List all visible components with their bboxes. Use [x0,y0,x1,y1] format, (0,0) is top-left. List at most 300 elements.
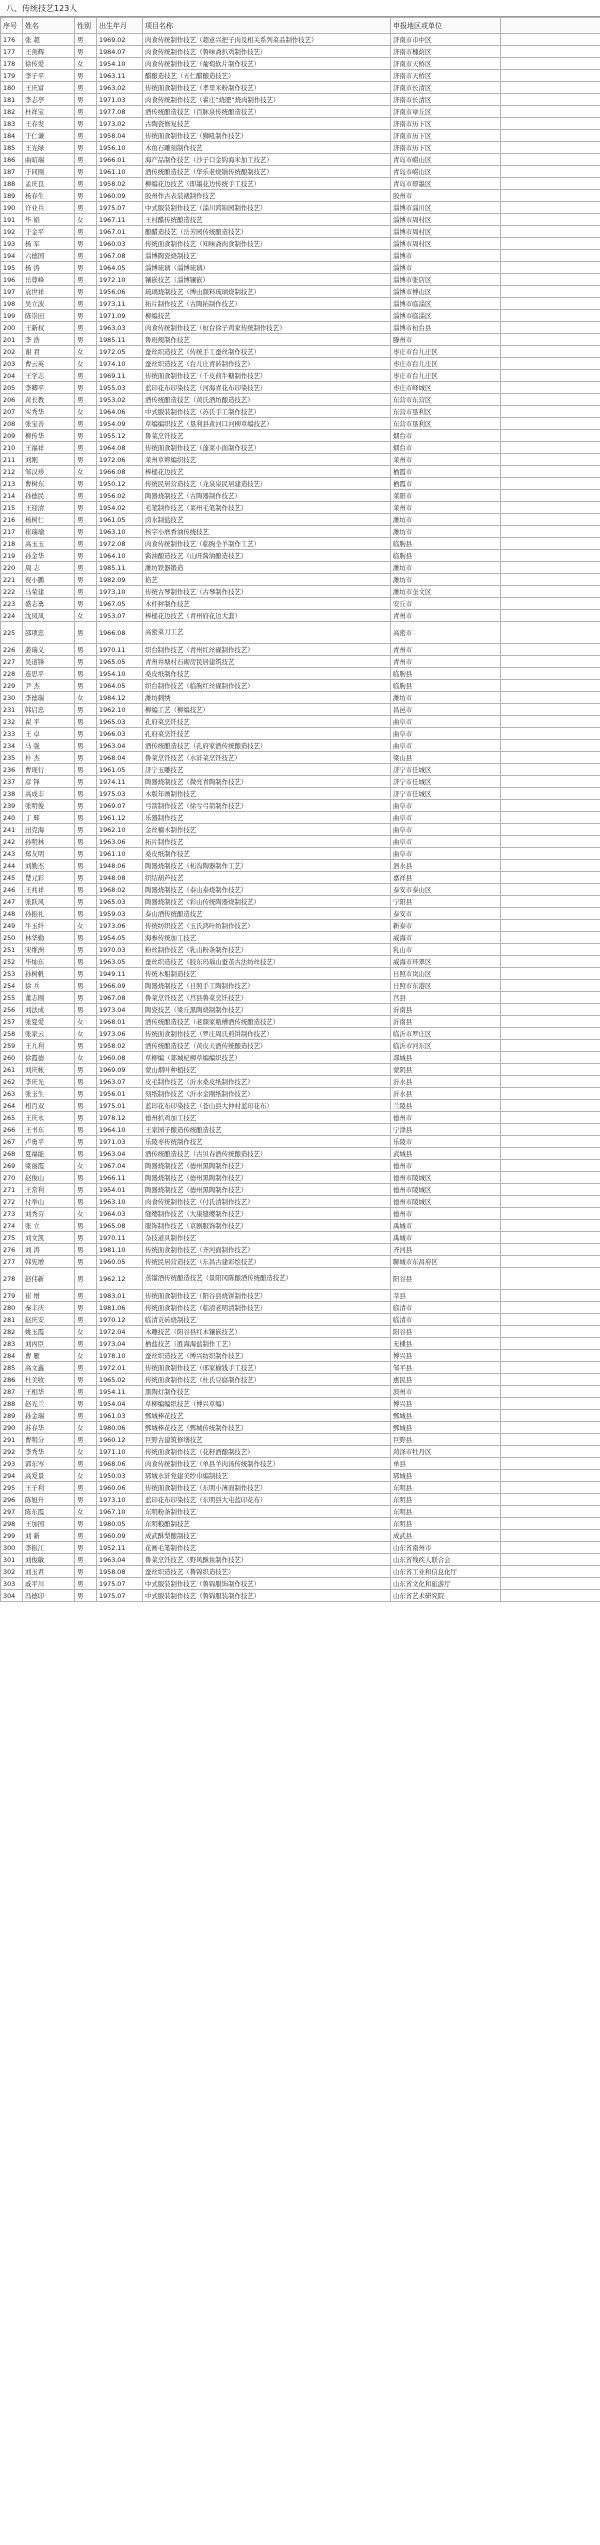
cell-sex: 男 [75,860,97,872]
table-row [1,1208,600,1220]
cell-region: 潍坊市 [391,574,501,586]
table-row [1,1350,600,1362]
table-row [1,346,600,358]
cell-blank [501,1314,600,1326]
cell-name: 孙明林 [23,836,75,848]
cell-blank [501,1052,600,1064]
header-blank [501,18,600,34]
cell-no: 242 [1,836,23,848]
cell-project: 传统面食制作技艺（知味斋肉食制作技艺） [143,238,391,250]
table-row [1,716,600,728]
cell-region: 德州市陵城区 [391,1184,501,1196]
cell-blank [501,610,600,622]
cell-region: 蒙阴县 [391,1064,501,1076]
cell-project: 肉食传统制作技艺（桓台徐子鸡家传统制作技艺） [143,322,391,334]
table-row [1,1434,600,1446]
cell-birth: 1974.10 [97,358,143,370]
cell-sex: 女 [75,1160,97,1172]
cell-name: 王春发 [23,118,75,130]
cell-blank [501,728,600,740]
cell-name: 崔 增 [23,1290,75,1302]
cell-region: 威海市 [391,932,501,944]
cell-birth: 1971.10 [97,1446,143,1458]
cell-name: 翟 平 [23,716,75,728]
cell-sex: 男 [75,118,97,130]
cell-name: 张夏爱 [23,1016,75,1028]
cell-project: 传统面食制作技艺（孝里米粉制作技艺） [143,82,391,94]
cell-project: 鲁班规制作技艺 [143,334,391,346]
cell-project: 柳编花边技艺（即墨花边传统手工技艺） [143,178,391,190]
cell-name: 曹 雁 [23,1350,75,1362]
cell-blank [501,1410,600,1422]
cell-project: 木版年画制作技艺 [143,788,391,800]
table-row [1,656,600,668]
cell-blank [501,166,600,178]
cell-project: 传统面食制作技艺（狮吼制作技艺） [143,130,391,142]
cell-project: 东明粉条制作技艺 [143,1506,391,1518]
cell-name: 王兆祥 [23,884,75,896]
table-row [1,226,600,238]
cell-birth: 1963.11 [97,70,143,82]
table-row [1,1554,600,1566]
cell-region: 潍坊市 [391,692,501,704]
cell-blank [501,1244,600,1256]
cell-blank [501,932,600,944]
cell-sex: 女 [75,1016,97,1028]
cell-name: 毕 娟 [23,214,75,226]
cell-no: 246 [1,884,23,896]
cell-no: 244 [1,860,23,872]
cell-no: 216 [1,514,23,526]
cell-birth: 1973.04 [97,1338,143,1350]
cell-sex: 男 [75,1136,97,1148]
cell-sex: 男 [75,454,97,466]
cell-sex: 女 [75,1506,97,1518]
cell-no: 284 [1,1350,23,1362]
cell-blank [501,130,600,142]
table-row [1,538,600,550]
cell-project: 弓箭制作技艺（徐亏弓箭制作技艺） [143,800,391,812]
table-row [1,442,600,454]
cell-region: 博兴县 [391,1350,501,1362]
table-row [1,382,600,394]
table-row [1,1362,600,1374]
cell-project: 鄄城棒花技艺 [143,1410,391,1422]
cell-birth: 1958.08 [97,1566,143,1578]
cell-project: 传统古琴制作技艺（古琴制作技艺） [143,586,391,598]
cell-blank [501,1458,600,1470]
cell-birth: 1950.03 [97,1470,143,1482]
cell-sex: 男 [75,656,97,668]
cell-region: 济南市章丘区 [391,106,501,118]
cell-project: 棒槌花边技艺 [143,466,391,478]
cell-name: 孟庆良 [23,178,75,190]
cell-sex: 男 [75,1064,97,1076]
cell-birth: 1967.08 [97,250,143,262]
cell-birth: 1968.01 [97,1016,143,1028]
cell-project: 陶瓷技艺（梁丘黑陶烧制制作技艺） [143,1004,391,1016]
cell-name: 孙德民 [23,490,75,502]
cell-name: 刘刚 [23,454,75,466]
cell-no: 280 [1,1302,23,1314]
cell-no: 295 [1,1482,23,1494]
cell-sex: 男 [75,430,97,442]
cell-no: 275 [1,1232,23,1244]
cell-sex: 男 [75,274,97,286]
cell-project: 桑皮纸制作技艺 [143,668,391,680]
table-row [1,1112,600,1124]
cell-name: 李 浩 [23,334,75,346]
cell-no: 277 [1,1256,23,1268]
table-row [1,944,600,956]
cell-blank [501,1350,600,1362]
cell-project: 鲁菜烹饪技艺（野风酥鱼制作技艺） [143,1554,391,1566]
cell-blank [501,1422,600,1434]
cell-name: 孙金瑞 [23,1410,75,1422]
cell-region: 山东省艺术研究院 [391,1590,501,1602]
table-row [1,1422,600,1434]
table-row [1,34,600,46]
cell-project: 蚕丝织造技艺（台儿庄青砖制作技艺） [143,358,391,370]
cell-sex: 男 [75,908,97,920]
cell-birth: 1954.05 [97,932,143,944]
cell-sex: 女 [75,1446,97,1458]
cell-region: 淄博市桓台县 [391,322,501,334]
table-row [1,980,600,992]
cell-no: 300 [1,1542,23,1554]
table-row [1,932,600,944]
table-row [1,514,600,526]
cell-no: 254 [1,980,23,992]
cell-region: 滕州市 [391,334,501,346]
cell-blank [501,418,600,430]
cell-region: 青岛市崂山区 [391,154,501,166]
cell-project: 柳编工艺（柳编技艺） [143,704,391,716]
cell-no: 267 [1,1136,23,1148]
cell-no: 278 [1,1268,23,1290]
cell-blank [501,178,600,190]
cell-no: 204 [1,370,23,382]
cell-project: 栖盐技艺（胜海海盐制作工艺） [143,1338,391,1350]
cell-project: 肉食传统制作技艺（鲁味斋扒鸡制作技艺） [143,46,391,58]
cell-project: 青州井塘村石砌房民居建筑技艺 [143,656,391,668]
table-row [1,46,600,58]
table-row [1,190,600,202]
cell-no: 232 [1,716,23,728]
cell-no: 271 [1,1184,23,1196]
cell-project: 传统面食制作技艺（千皮荷牛糖制作技艺） [143,370,391,382]
cell-project: 传统面食制作技艺（花籽酒酿制技艺） [143,1446,391,1458]
table-row [1,692,600,704]
cell-region: 淄博市周村区 [391,214,501,226]
cell-sex: 男 [75,1100,97,1112]
cell-blank [501,896,600,908]
cell-region: 淄博市 [391,262,501,274]
cell-project: 孔府菜烹饪技艺 [143,716,391,728]
cell-name: 刘勤杰 [23,860,75,872]
cell-project: 肉食传统制作技艺（单县羊肉汤传统制作技艺） [143,1458,391,1470]
cell-sex: 男 [75,1458,97,1470]
cell-project: 中式服装制作技艺（鲁锦服装制作技艺） [143,1590,391,1602]
cell-name: 郭东岑 [23,1458,75,1470]
cell-blank [501,1064,600,1076]
cell-sex: 男 [75,298,97,310]
table-row [1,430,600,442]
cell-region: 德州市陵城区 [391,1196,501,1208]
cell-region: 滨州市 [391,1386,501,1398]
cell-blank [501,142,600,154]
cell-birth: 1978.12 [97,1112,143,1124]
cell-name: 赵光兰 [23,1398,75,1410]
cell-name: 六德国 [23,250,75,262]
cell-birth: 1961.03 [97,1410,143,1422]
table-row [1,610,600,622]
cell-region: 莱州市 [391,502,501,514]
cell-name: 牛玉纤 [23,920,75,932]
cell-project: 潍坊铁器锻造 [143,562,391,574]
cell-sex: 男 [75,1518,97,1530]
cell-birth: 1960.09 [97,190,143,202]
cell-project: 孔府菜烹饪技艺 [143,728,391,740]
cell-blank [501,1374,600,1386]
cell-region: 济宁市任城区 [391,788,501,800]
cell-no: 274 [1,1220,23,1232]
cell-no: 248 [1,908,23,920]
cell-project: 海参传统加工技艺 [143,932,391,944]
cell-no: 187 [1,166,23,178]
cell-name: 王加国 [23,1518,75,1530]
table-row [1,118,600,130]
table-row [1,562,600,574]
cell-blank [501,1482,600,1494]
cell-blank [501,1148,600,1160]
cell-project: 成武酥梨酿制技艺 [143,1530,391,1542]
table-row [1,1244,600,1256]
cell-region: 莱州市 [391,454,501,466]
cell-sex: 男 [75,896,97,908]
cell-birth: 1963.04 [97,740,143,752]
cell-no: 194 [1,250,23,262]
cell-sex: 男 [75,1040,97,1052]
cell-no: 221 [1,574,23,586]
cell-region: 阳谷县 [391,1268,501,1290]
cell-blank [501,454,600,466]
cell-no: 298 [1,1518,23,1530]
cell-blank [501,334,600,346]
cell-name: 林华勤 [23,932,75,944]
cell-sex: 男 [75,1338,97,1350]
cell-birth: 1981.06 [97,1302,143,1314]
cell-region: 德州市陵城区 [391,1172,501,1184]
cell-no: 185 [1,142,23,154]
cell-birth: 1973.10 [97,1494,143,1506]
cell-blank [501,800,600,812]
cell-blank [501,478,600,490]
cell-project: 乐陵枣传统制作技艺 [143,1136,391,1148]
cell-birth: 1963.06 [97,836,143,848]
cell-region: 安丘市 [391,598,501,610]
cell-region: 济南市槐荫区 [391,46,501,58]
table-row [1,1136,600,1148]
table-row [1,800,600,812]
cell-project: 柳编技艺 [143,310,391,322]
cell-sex: 女 [75,406,97,418]
cell-sex: 男 [75,334,97,346]
cell-blank [501,1518,600,1530]
cell-project: 中式服装制作技艺（鲁锦服饰制作技艺） [143,1578,391,1590]
cell-project: 酒传统酿造技艺（孔府家酒传统酿造技艺） [143,740,391,752]
cell-blank [501,298,600,310]
cell-blank [501,550,600,562]
cell-project: 酒传统酿造技艺（黄皮天酒传统酿造技艺） [143,1040,391,1052]
cell-no: 288 [1,1398,23,1410]
cell-no: 191 [1,214,23,226]
cell-sex: 男 [75,286,97,298]
cell-birth: 1955.03 [97,382,143,394]
cell-no: 255 [1,992,23,1004]
cell-name: 张跃风 [23,896,75,908]
cell-blank [501,1290,600,1302]
cell-sex: 男 [75,34,97,46]
cell-blank [501,106,600,118]
cell-no: 190 [1,202,23,214]
cell-name: 赵伟新 [23,1268,75,1290]
cell-birth: 1975.07 [97,1578,143,1590]
table-row [1,466,600,478]
cell-no: 207 [1,406,23,418]
cell-sex: 男 [75,644,97,656]
cell-region: 青州市 [391,644,501,656]
cell-name: 孙树帆 [23,968,75,980]
cell-name: 沈凤凤 [23,610,75,622]
cell-name: 杨春生 [23,190,75,202]
cell-region: 济南市市中区 [391,34,501,46]
table-row [1,920,600,932]
cell-blank [501,956,600,968]
cell-sex: 男 [75,1566,97,1578]
cell-project: 酒传统酿造技艺（百脉泉传统酿造技艺） [143,106,391,118]
cell-project: 传统面食制作技艺（东明小薄面制作技艺） [143,1482,391,1494]
table-row [1,788,600,800]
cell-birth: 1954.09 [97,418,143,430]
cell-blank [501,884,600,896]
cell-blank [501,82,600,94]
cell-no: 262 [1,1076,23,1088]
cell-no: 199 [1,310,23,322]
cell-project: 泰山酒传统酿造技艺 [143,908,391,920]
cell-birth: 1980.05 [97,1518,143,1530]
cell-name: 孙金华 [23,550,75,562]
cell-name: 邹汉珍 [23,466,75,478]
cell-blank [501,262,600,274]
table-row [1,1494,600,1506]
cell-sex: 男 [75,1112,97,1124]
cell-region: 济南市长清区 [391,82,501,94]
cell-birth: 1953.02 [97,394,143,406]
table-row [1,1386,600,1398]
table-row [1,1398,600,1410]
cell-blank [501,872,600,884]
table-row [1,1314,600,1326]
cell-no: 205 [1,382,23,394]
cell-birth: 1963.10 [97,526,143,538]
cell-name: 于仁谦 [23,130,75,142]
cell-name: 苏春华 [23,1422,75,1434]
table-row [1,1220,600,1232]
cell-project: 织台制作技艺（青州红丝砚制作技艺） [143,644,391,656]
cell-blank [501,1590,600,1602]
table-row [1,1076,600,1088]
cell-name: 马 强 [23,740,75,752]
cell-sex: 女 [75,466,97,478]
cell-region: 临清市 [391,1314,501,1326]
cell-no: 181 [1,94,23,106]
cell-name: 李志亭 [23,94,75,106]
cell-region: 德州市 [391,1160,501,1172]
cell-name: 李庆光 [23,1076,75,1088]
cell-project: 德州扒鸡加工技艺 [143,1112,391,1124]
table-row [1,1542,600,1554]
cell-no: 224 [1,610,23,622]
cell-birth: 1982.09 [97,574,143,586]
cell-no: 251 [1,944,23,956]
cell-sex: 男 [75,800,97,812]
cell-blank [501,118,600,130]
cell-blank [501,622,600,644]
cell-birth: 1963.04 [97,1148,143,1160]
table-row [1,106,600,118]
cell-region: 日照市岚山区 [391,968,501,980]
cell-birth: 1954.04 [97,1398,143,1410]
cell-blank [501,1172,600,1184]
cell-sex: 男 [75,956,97,968]
cell-sex: 女 [75,346,97,358]
table-row [1,1518,600,1530]
table-row [1,860,600,872]
cell-region: 沂水县 [391,1076,501,1088]
cell-project: 蓝印花布印染技艺（苍山县大仲村蓝印花布） [143,1100,391,1112]
cell-blank [501,442,600,454]
cell-name: 董志刚 [23,992,75,1004]
cell-birth: 1970.03 [97,944,143,956]
cell-name: 徐 兵 [23,980,75,992]
cell-no: 252 [1,956,23,968]
cell-name: 周 志 [23,562,75,574]
cell-sex: 男 [75,262,97,274]
cell-name: 尹 杰 [23,680,75,692]
cell-birth: 1972.01 [97,1362,143,1374]
cell-project: 潍坊刺绣 [143,692,391,704]
cell-birth: 1965.08 [97,1220,143,1232]
header-sex: 性别 [75,18,97,34]
cell-blank [501,1160,600,1172]
cell-name: 卢勇平 [23,1136,75,1148]
table-row [1,1256,600,1268]
cell-project: 传统纺织技艺（玉氏鸿叶纺制作技艺） [143,920,391,932]
cell-region: 山东省工业和信息化厅 [391,1566,501,1578]
cell-name: 刘秀芬 [23,1208,75,1220]
cell-birth: 1964.08 [97,442,143,454]
cell-region: 山东省残疾人联合会 [391,1554,501,1566]
table-row [1,550,600,562]
cell-birth: 1960.05 [97,1256,143,1268]
cell-birth: 1966.03 [97,728,143,740]
table-row [1,526,600,538]
cell-project: 东明粮酿制技艺 [143,1518,391,1530]
cell-region: 临朐县 [391,668,501,680]
cell-sex: 男 [75,680,97,692]
cell-birth: 1964.10 [97,1124,143,1136]
